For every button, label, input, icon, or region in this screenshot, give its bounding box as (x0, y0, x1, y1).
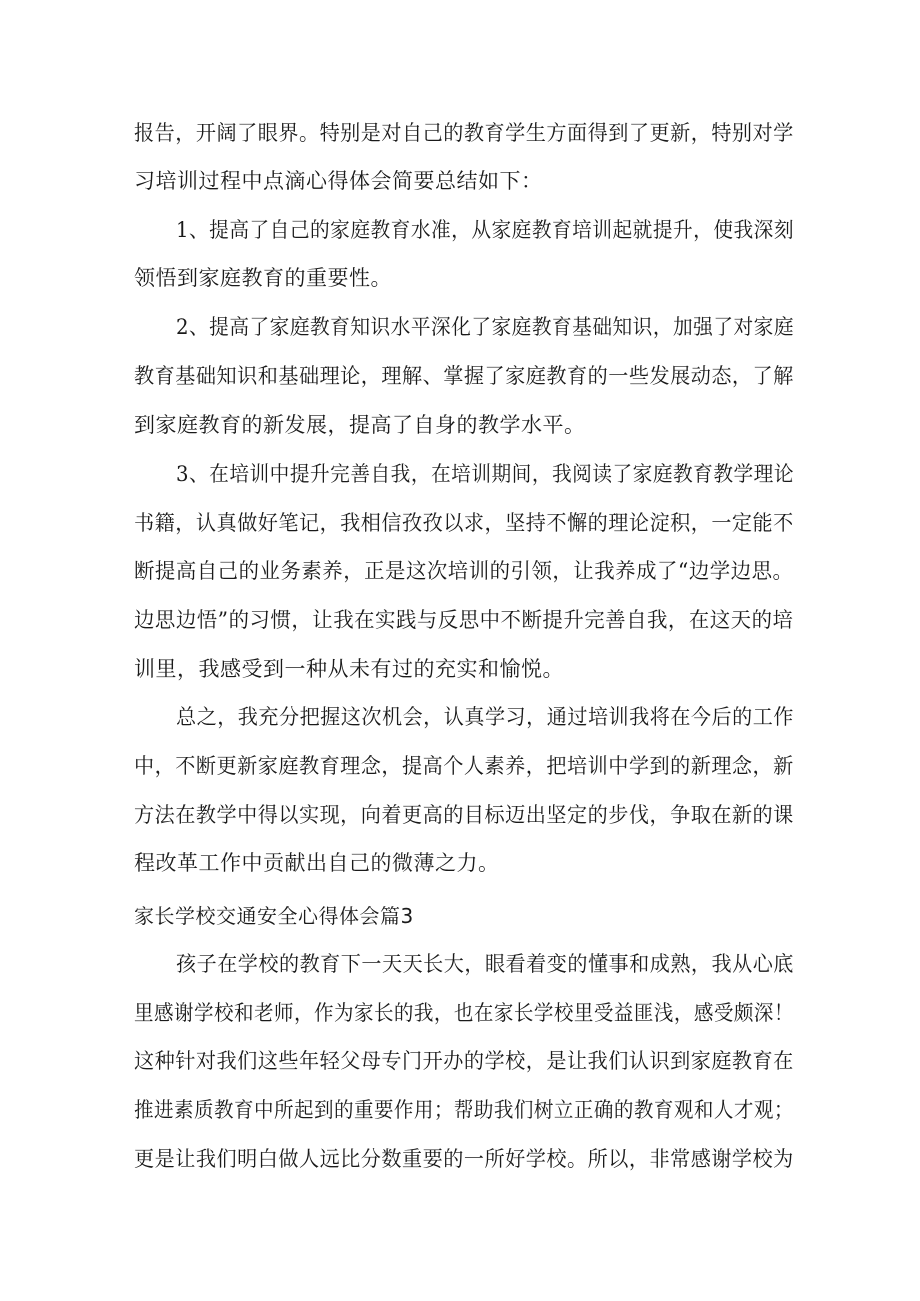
paragraph-line: 方法在教学中得以实现，向着更高的目标迈出坚定的步伐，争取在新的课 (134, 803, 794, 827)
paragraph-line: 3、在培训中提升完善自我，在培训期间，我阅读了家庭教育教学理论 (176, 462, 795, 486)
paragraph-line: 推进素质教育中所起到的重要作用；帮助我们树立正确的教育观和人才观； (134, 1098, 794, 1122)
paragraph-line: 中，不断更新家庭教育理念，提高个人素养，把培训中学到的新理念，新 (134, 754, 794, 778)
paragraph-line: 2、提高了家庭教育知识水平深化了家庭教育基础知识，加强了对家庭 (176, 315, 795, 339)
paragraph-line: 习培训过程中点滴心得体会简要总结如下： (134, 169, 543, 193)
paragraph-line: 教育基础知识和基础理论，理解、掌握了家庭教育的一些发展动态，了解 (134, 364, 794, 388)
paragraph-line: 孩子在学校的教育下一天天长大，眼看着变的懂事和成熟，我从心底 (176, 952, 794, 976)
section-heading: 家长学校交通安全心得体会篇3 (134, 904, 414, 928)
paragraph-line: 程改革工作中贡献出自己的微薄之力。 (134, 851, 500, 875)
paragraph-line: 领悟到家庭教育的重要性。 (134, 266, 392, 290)
paragraph-line: 报告，开阔了眼界。特别是对自己的教育学生方面得到了更新，特别对学 (134, 121, 794, 145)
paragraph-line: 更是让我们明白做人远比分数重要的一所好学校。所以，非常感谢学校为 (134, 1147, 794, 1171)
paragraph-line: 训里，我感受到一种从未有过的充实和愉悦。 (134, 657, 564, 681)
paragraph-line: 断提高自己的业务素养，正是这次培训的引领，让我养成了“边学边思。 (134, 559, 794, 583)
paragraph-line: 总之，我充分把握这次机会，认真学习，通过培训我将在今后的工作 (176, 705, 794, 729)
paragraph-line: 这种针对我们这些年轻父母专门开办的学校，是让我们认识到家庭教育在 (134, 1049, 794, 1073)
paragraph-line: 1、提高了自己的家庭教育水准，从家庭教育培训起就提升，使我深刻 (176, 218, 795, 242)
paragraph-line: 书籍，认真做好笔记，我相信孜孜以求，坚持不懈的理论淀积，一定能不 (134, 511, 794, 535)
paragraph-line: 边思边悟”的习惯，让我在实践与反思中不断提升完善自我，在这天的培 (134, 608, 794, 632)
paragraph-line: 到家庭教育的新发展，提高了自身的教学水平。 (134, 413, 586, 437)
paragraph-line: 里感谢学校和老师，作为家长的我，也在家长学校里受益匪浅，感受颇深！ (134, 1001, 794, 1025)
